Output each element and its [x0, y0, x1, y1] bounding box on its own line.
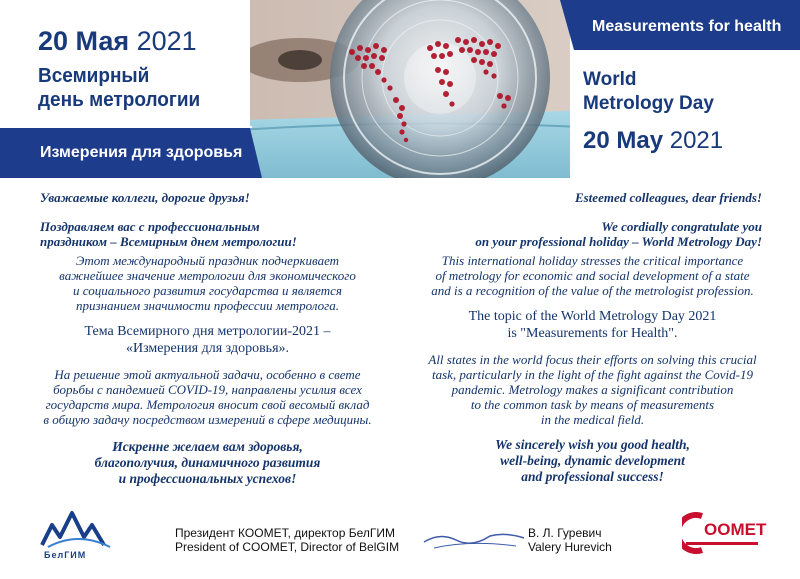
theme-en: Measurements for health	[592, 18, 782, 35]
ru-topic: Тема Всемирного дня метрологии-2021 – «Измерения для здоровья».	[84, 324, 331, 356]
signatory-name: В. Л. Гуревич Valery Hurevich	[528, 526, 612, 554]
en-paragraph-1: This international holiday stresses the critical importance of metrology for economic and social development of a state and is a recognition of the value of the metrologist profession.	[431, 253, 754, 298]
title-ru: Всемирный день метрологии	[38, 65, 201, 111]
coomet-logo	[682, 512, 767, 554]
coomet-logo-text: OOMET	[704, 520, 767, 539]
title-en: World Metrology Day	[583, 69, 714, 114]
en-greeting: Esteemed colleagues, dear friends!	[574, 190, 762, 205]
belgim-logo-icon	[38, 507, 118, 549]
belgim-logo	[38, 507, 118, 559]
ru-column	[30, 190, 385, 487]
en-topic: The topic of the World Metrology Day 2021 is "Measurements for Health".	[468, 309, 717, 341]
ru-greeting: Уважаемые коллеги, дорогие друзья!	[40, 190, 250, 205]
signatory-position: Президент КООМЕТ, директор БелГИМ President of COOMET, Director of BelGIM	[175, 526, 400, 554]
ru-congrats: Поздравляем вас с профессиональным праздником – Всемирным днем метрологии!	[40, 219, 297, 249]
en-column	[415, 190, 770, 485]
en-congrats: We cordially congratulate you on your professional holiday – World Metrology Day!	[475, 219, 762, 249]
ru-paragraph-1: Этот международный праздник подчеркивает важнейшее значение метрологии для экономического и социального развития государства и является признанием значимости профессии метролога.	[59, 253, 356, 313]
belgim-logo-text: БелГИМ	[44, 550, 87, 560]
theme-ru: Измерения для здоровья	[40, 144, 243, 161]
ru-paragraph-2: На решение этой актуальной задачи, особенно в свете борьбы с пандемией COVID-19, направлены усилия всех государств мира. Метрология вносит свой весомый вклад в общую задачу посредством измерений в сфере медицины.	[43, 367, 372, 427]
ru-wishes: Искренне желаем вам здоровья, благополучия, динамичного развития и профессиональных успехов!	[94, 439, 321, 486]
en-paragraph-2: All states in the world focus their efforts on solving this crucial task, particularly in the light of the fight against the Covid-19 pandemic. Metrology makes a significant contribution to the common task by means of measurements in the medical field.	[428, 352, 757, 427]
signature	[420, 518, 530, 558]
en-wishes: We sincerely wish you good health, well-being, dynamic development and professional success!	[495, 437, 690, 484]
date-en: 20 May 2021	[583, 127, 724, 154]
date-ru: 20 Мая 2021	[38, 26, 197, 56]
